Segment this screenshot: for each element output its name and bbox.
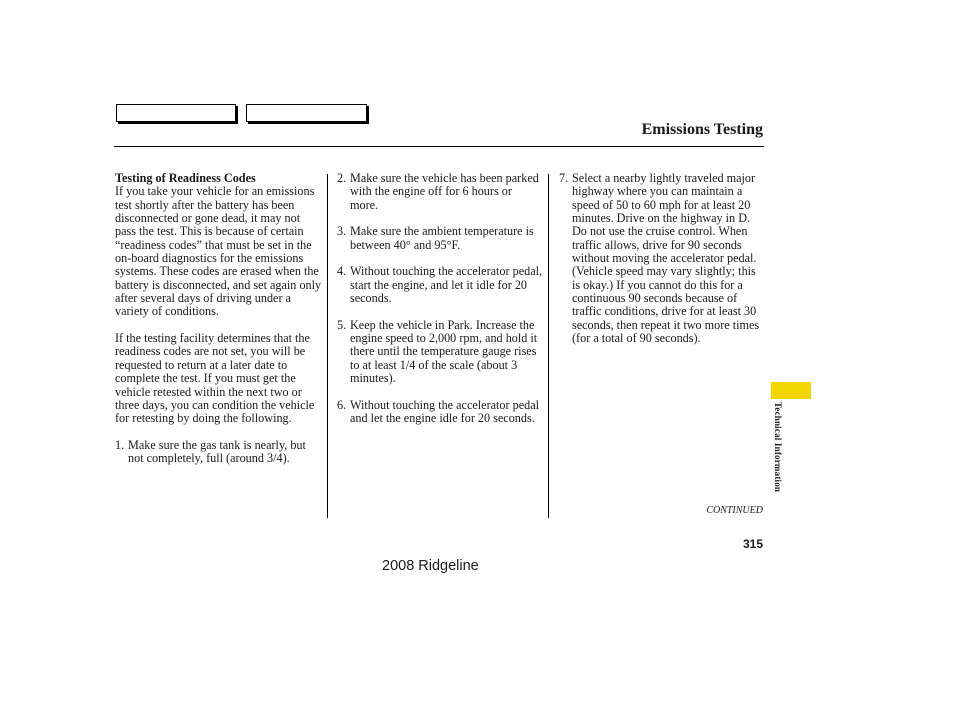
- step-6: [337, 399, 543, 426]
- text-column-2: [337, 172, 543, 426]
- title-divider: [114, 146, 764, 147]
- nav-button-1[interactable]: [116, 104, 236, 122]
- step-text: Without touching the accelerator pedal, start the engine, and let it idle for 20 seconds.: [350, 264, 543, 306]
- nav-button-2[interactable]: [246, 104, 367, 122]
- step-4: [337, 265, 543, 305]
- section-tab: [771, 382, 811, 399]
- section-heading: Testing of Readiness Codes: [115, 171, 256, 185]
- column-divider-2: [548, 174, 549, 518]
- step-number: 3.: [337, 224, 347, 239]
- step-1: [115, 439, 323, 466]
- page-number: 315: [742, 537, 763, 551]
- step-2: [337, 172, 543, 212]
- footer-model: 2008 Ridgeline: [382, 558, 479, 574]
- step-number: 5.: [337, 317, 347, 332]
- step-text: Without touching the accelerator pedal and let the engine idle for 20 seconds.: [350, 397, 540, 426]
- column-divider-1: [327, 174, 328, 518]
- step-text: Select a nearby lightly traveled major highway where you can maintain a speed of 50 to 60 mph for at least 20 minutes. Drive on the highway in D. Do not use the cruise control. When traffic allows, drive for 90 seconds without moving the accelerator pedal. (Vehicle speed may vary slightly; this is okay.) If you cannot do this for a continuous 90 seconds because of traffic conditions, drive for at least 30 seconds, then repeat it two more times (for a total of 90 seconds).: [572, 171, 760, 346]
- step-text: Make sure the vehicle has been parked with the engine off for 6 hours or more.: [350, 171, 539, 212]
- step-text: Make sure the gas tank is nearly, but not completely, full (around 3/4).: [128, 437, 306, 466]
- step-5: [337, 319, 543, 386]
- section-side-label: Technical Information: [773, 402, 783, 493]
- intro-paragraph: If you take your vehicle for an emissions test shortly after the battery has been disconnected or gone dead, it may not pass the test. This is because of certain “readiness codes” that must be set in the on-board diagnostics for the emissions systems. These codes are erased when the battery is disconnected, and set again only after several days of driving under a variety of conditions.: [115, 184, 322, 319]
- step-text: Make sure the ambient temperature is between 40° and 95°F.: [350, 224, 534, 252]
- step-3: [337, 225, 543, 252]
- text-column-3: [559, 172, 766, 345]
- step-number: 4.: [337, 264, 347, 279]
- step-number: 6.: [337, 397, 347, 412]
- step-text: Keep the vehicle in Park. Increase the engine speed to 2,000 rpm, and hold it there until the temperature gauge rises to at least 1/4 of the scale (about 3 minutes).: [350, 317, 538, 386]
- page-title: Emissions Testing: [641, 121, 763, 138]
- step-number: 7.: [559, 171, 569, 185]
- step-number: 2.: [337, 171, 347, 185]
- step-7: [559, 172, 766, 345]
- continued-label: CONTINUED: [706, 505, 763, 516]
- retest-paragraph: If the testing facility determines that the readiness codes are not set, you will be requested to return at a later date to complete the test. If you must get the vehicle retested within the next two or three days, you can condition the vehicle for retesting by doing the following.: [115, 331, 315, 426]
- step-number: 1.: [115, 437, 125, 452]
- text-column-1: [115, 172, 323, 466]
